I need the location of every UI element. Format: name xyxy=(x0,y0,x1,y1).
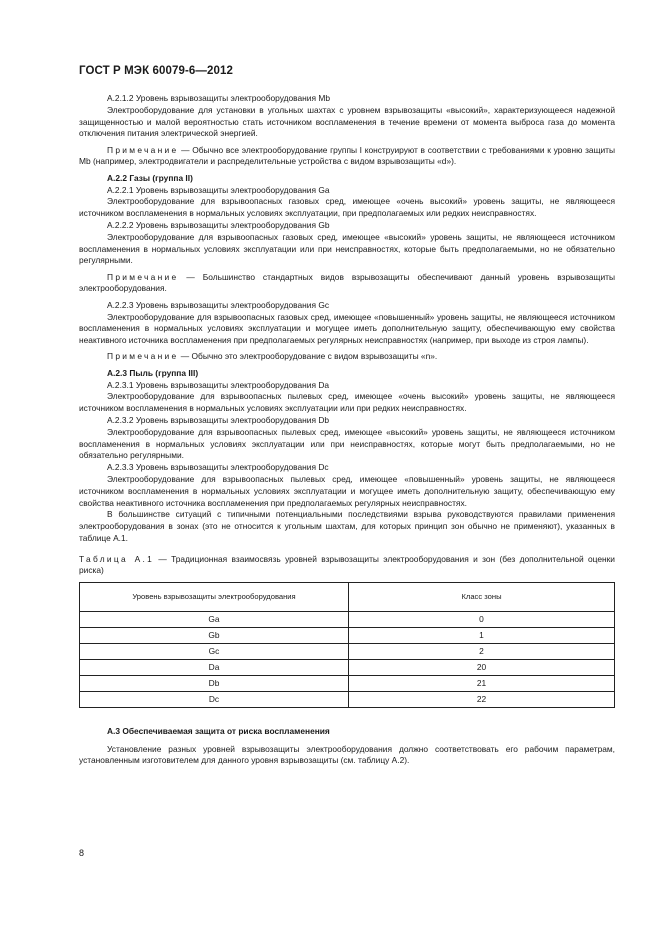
paragraph-zones: В большинстве ситуаций с типичными потенциальными последствиями взрыва руководствуются правилами применения электрооборудования в зонах (это не относится к угольным шахтам, для которых принцип зон обычно не применяют), указанных в таблице А.1. xyxy=(79,509,615,543)
table-row xyxy=(80,676,615,692)
paragraph-a3: Установление разных уровней взрывозащиты электрооборудования должно соответствовать его рабочим параметрам, установленным изготовителем для данного уровня взрывозащиты (см. таблицу А.2). xyxy=(79,743,615,766)
paragraph-da: Электрооборудование для взрывоопасных пылевых сред, имеющее «очень высокий» уровень защиты, не являющееся источником воспламенения в нормальных условиях эксплуатации или при редких неисправностях. xyxy=(79,391,615,414)
table-cell: Gb xyxy=(80,628,349,644)
note-text: — Большинство стандартных видов взрывозащиты обеспечивают данный уровень взрывозащиты электрооборудования. xyxy=(79,271,615,294)
column-header: Уровень взрывозащиты электрооборудования xyxy=(80,583,349,612)
table-cell: 2 xyxy=(349,644,615,660)
table-header-row xyxy=(80,583,615,612)
subsection-a222: А.2.2.2 Уровень взрывозащиты электрооборудования Gb xyxy=(107,219,330,230)
note-2 xyxy=(79,272,615,296)
table-row xyxy=(80,692,615,708)
table-cell: Ga xyxy=(80,612,349,628)
note-label: Примечание xyxy=(107,271,179,282)
subsection-a232: А.2.3.2 Уровень взрывозащиты электрооборудования Db xyxy=(107,414,330,425)
heading-text: А.3 Обеспечиваемая защита от риска воспламенения xyxy=(107,726,330,737)
column-header: Класс зоны xyxy=(349,583,615,612)
table-cell: 22 xyxy=(349,692,615,708)
paragraph-gb: Электрооборудование для взрывоопасных газовых сред, имеющее «высокий» уровень защиты, не являющееся источником воспламенения в нормальных условиях эксплуатации или при неисправностях, которые быть предполагаемыми, но не обязательно регулярными. xyxy=(79,231,615,266)
subsection-a233: А.2.3.3 Уровень взрывозащиты электрооборудования Dc xyxy=(107,462,329,473)
table-row xyxy=(80,628,615,644)
table-cell: 20 xyxy=(349,660,615,676)
paragraph-gc: Электрооборудование для взрывоопасных газовых сред, имеющее «повышенный» уровень защиты, не являющееся источником воспламенения в нормальных условиях эксплуатации и могущее иметь дополнительную защиту, обеспечивающую ему свойства неактивного источника воспламенения при предполагаемых регулярных неисправностях (например, при выходе из строя лампы). xyxy=(79,311,615,346)
table-cell: 0 xyxy=(349,612,615,628)
paragraph-db: Электрооборудование для взрывоопасных пылевых сред, имеющее «высокий» уровень защиты, не являющееся источником воспламенения в нормальных условиях эксплуатации или при неисправностях, которые могут быть предполагаемыми, но не обязательно регулярными. xyxy=(79,426,615,461)
paragraph-dc: Электрооборудование для взрывоопасных пылевых сред, имеющее «повышенный» уровень защиты, не являющееся источником воспламенения в нормальных условиях эксплуатации и могущее иметь дополнительную защиту, обеспечивающую ему свойства неактивного источника воспламенения при предполагаемых регулярных неисправностях. xyxy=(79,473,615,508)
table-row xyxy=(80,644,615,660)
table-caption xyxy=(79,554,615,578)
note-label: Примечание xyxy=(107,144,179,155)
page-number: 8 xyxy=(79,848,85,858)
table-cell: 1 xyxy=(349,628,615,644)
table-cell: Db xyxy=(80,676,349,692)
subsection-a221: А.2.2.1 Уровень взрывозащиты электрооборудования Ga xyxy=(107,184,330,195)
document-header: ГОСТ Р МЭК 60079-6—2012 xyxy=(79,65,233,77)
heading-a3 xyxy=(79,726,615,738)
note-text: — Обычно это электрооборудование с видом взрывозащиты «n». xyxy=(178,351,438,362)
subsection-a231: А.2.3.1 Уровень взрывозащиты электрооборудования Da xyxy=(107,379,330,390)
paragraph-ga: Электрооборудование для взрывоопасных газовых сред, имеющее «очень высокий» уровень защиты, не являющееся источником воспламенения в нормальных условиях эксплуатации, при предполагаемых или редких неисправностях. xyxy=(79,196,615,219)
heading-a22 xyxy=(79,173,615,185)
note-1 xyxy=(79,145,615,169)
heading-text: А.2.2 Газы (группа II) xyxy=(107,172,193,183)
note-text: — Обычно все электрооборудование группы I конструируют в соответствии с требованиями к уровню защиты Mb (например, электродвигатели и распределительные устройства с видом взрывозащиты «d»). xyxy=(79,144,615,167)
note-3 xyxy=(79,351,615,363)
note-label: Примечание xyxy=(107,351,179,362)
document-body xyxy=(79,93,615,767)
paragraph-mb: Электрооборудование для установки в угольных шахтах с уровнем взрывозащиты «высокий», характеризующееся надежной защищенностью и малой вероятностью стать источником воспламенения в течение времени от момента выброса газа до момента отключения питания электрической энергией. xyxy=(79,104,615,139)
heading-a23 xyxy=(79,368,615,380)
heading-text: А.2.3 Пыль (группа III) xyxy=(107,367,199,378)
table-row xyxy=(80,612,615,628)
table-cell: Da xyxy=(80,660,349,676)
zones-table xyxy=(79,582,615,708)
table-cell: 21 xyxy=(349,676,615,692)
subsection-a212: А.2.1.2 Уровень взрывозащиты электрооборудования Mb xyxy=(107,93,330,103)
table-caption-text: — Традиционная взаимосвязь уровней взрывозащиты электрооборудования и зон (без дополнительной оценки риска) xyxy=(79,553,615,576)
table-row xyxy=(80,660,615,676)
table-label: Таблица А.1 xyxy=(79,553,155,564)
table-cell: Gc xyxy=(80,644,349,660)
table-cell: Dc xyxy=(80,692,349,708)
subsection-a223: А.2.2.3 Уровень взрывозащиты электрооборудования Gc xyxy=(107,299,330,310)
